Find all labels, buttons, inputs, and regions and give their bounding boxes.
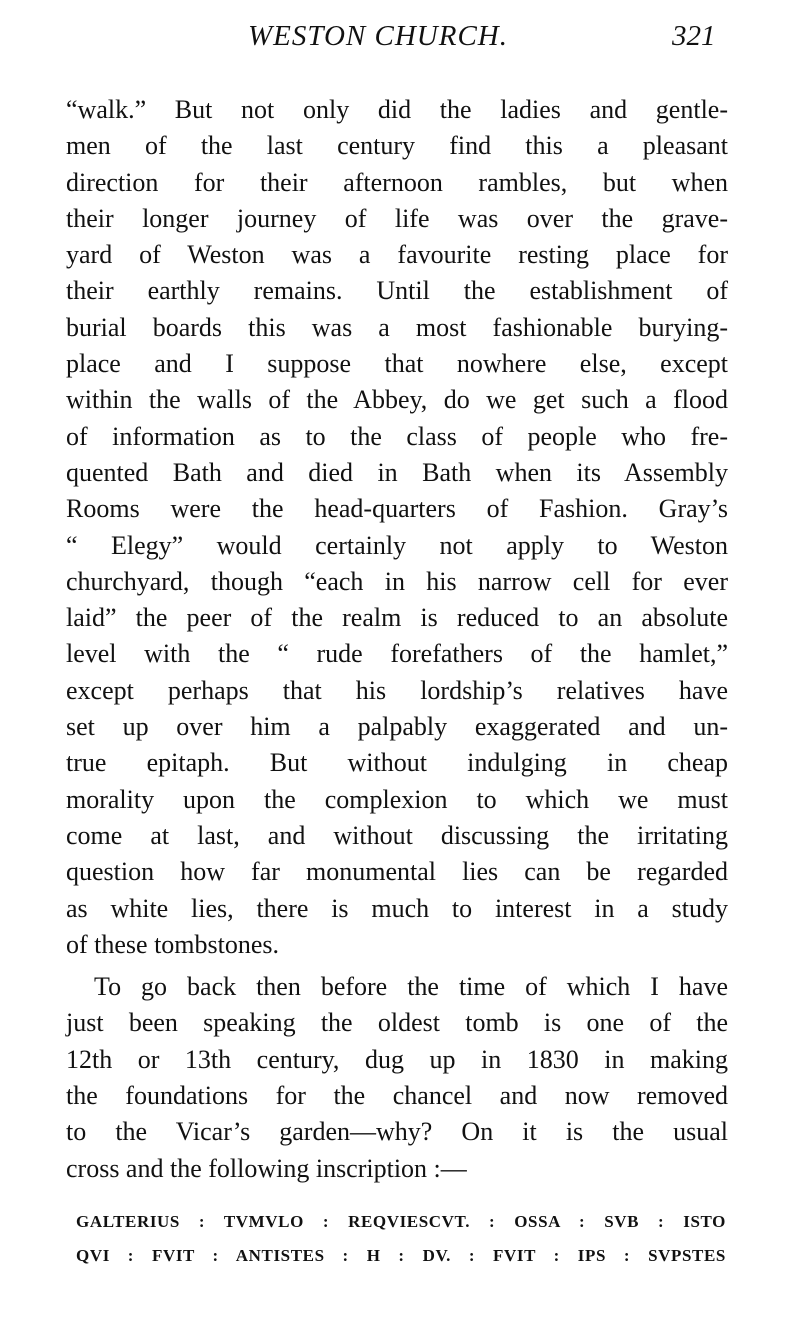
latin-inscription (76, 1205, 726, 1273)
paragraph-2 (66, 969, 728, 1187)
inscription-line: GALTERIUS : TVMVLO : REQVIESCVT. : OSSA : SVB : ISTO (76, 1212, 726, 1231)
text-line: of information as to the class of people who fre- (66, 421, 728, 451)
text-line: come at last, and without discussing the irritating (66, 820, 728, 850)
text-line: Rooms were the head-quarters of Fashion. Gray’s (66, 494, 728, 524)
text-line: their longer journey of life was over the grave- (66, 203, 728, 233)
text-line: except perhaps that his lordship’s relatives have (66, 675, 728, 705)
body-text (66, 92, 728, 1187)
text-line: level with the “ rude forefathers of the hamlet,” (66, 639, 728, 669)
text-line: their earthly remains. Until the establishment of (66, 276, 728, 306)
text-line: true epitaph. But without indulging in cheap (66, 748, 728, 778)
text-line: to the Vicar’s garden—why? On it is the usual (66, 1117, 728, 1147)
text-line: morality upon the complexion to which we must (66, 784, 728, 814)
text-line: as white lies, there is much to interest in a study (66, 893, 728, 923)
paragraph-1 (66, 92, 728, 963)
text-line: the foundations for the chancel and now removed (66, 1081, 728, 1111)
text-line: within the walls of the Abbey, do we get such a flood (66, 385, 728, 415)
text-line: yard of Weston was a favourite resting place for (66, 240, 728, 270)
text-line: “ Elegy” would certainly not apply to Weston (66, 530, 728, 560)
text-line: 12th or 13th century, dug up in 1830 in making (66, 1044, 728, 1074)
text-line: set up over him a palpably exaggerated and un- (66, 712, 728, 742)
text-line: churchyard, though “each in his narrow cell for ever (66, 566, 728, 596)
text-line: laid” the peer of the realm is reduced to an absolute (66, 603, 728, 633)
text-line: men of the last century find this a pleasant (66, 131, 728, 161)
text-line: cross and the following inscription :— (66, 1153, 467, 1183)
text-line: quented Bath and died in Bath when its Assembly (66, 457, 728, 487)
text-line: of these tombstones. (66, 929, 280, 959)
text-line: “walk.” But not only did the ladies and gentle- (66, 95, 728, 124)
page-number: 321 (672, 20, 716, 52)
text-line: just been speaking the oldest tomb is one of the (66, 1008, 728, 1038)
text-line: place and I suppose that nowhere else, except (66, 349, 728, 379)
running-title: WESTON CHURCH. (248, 20, 508, 52)
text-line: question how far monumental lies can be regarded (66, 857, 728, 887)
text-line: burial boards this was a most fashionable burying- (66, 312, 728, 342)
inscription-line: QVI : FVIT : ANTISTES : H : DV. : FVIT : IPS : SVPSTES (76, 1246, 726, 1265)
text-line: direction for their afternoon rambles, but when (66, 167, 728, 197)
text-line: To go back then before the time of which I have (94, 972, 728, 1002)
running-head (0, 20, 800, 60)
